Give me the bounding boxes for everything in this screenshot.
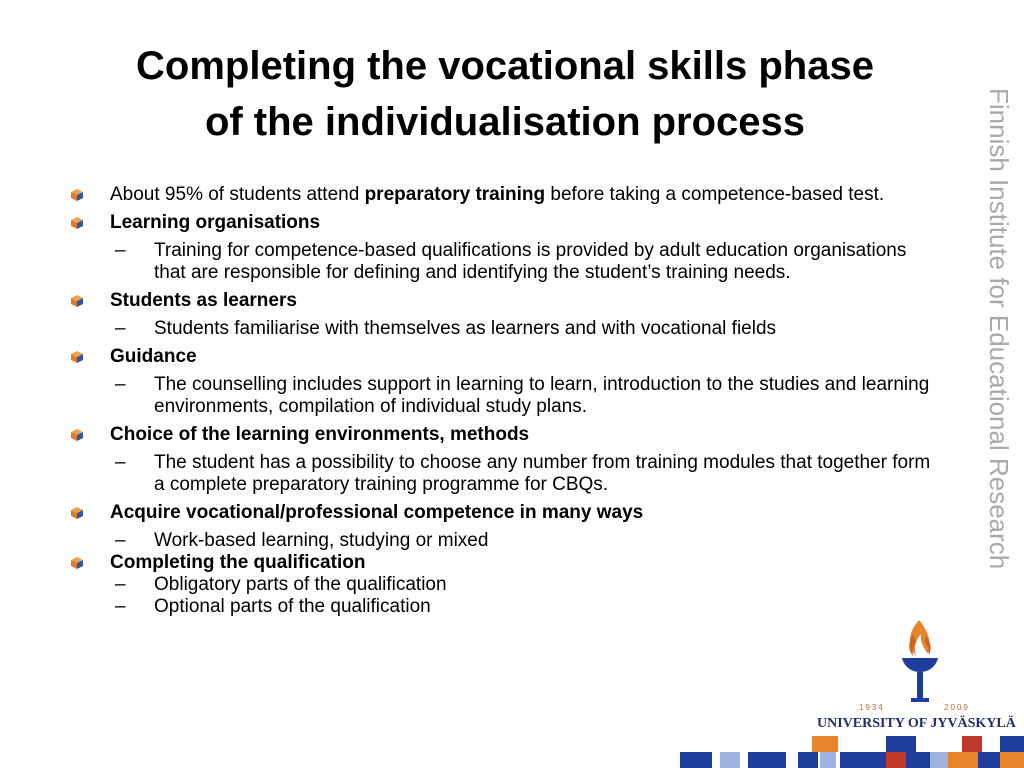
list-item: [70, 212, 940, 284]
list-item: [70, 346, 940, 418]
color-block: [948, 752, 978, 768]
bullet-point: [70, 346, 940, 368]
bullet-list: [70, 184, 940, 618]
sub-bullet: [70, 318, 940, 340]
color-block: [930, 752, 948, 768]
torch-icon: [812, 612, 1024, 707]
sub-bullet: [70, 574, 940, 596]
bullet-point: [70, 290, 940, 312]
sub-bullet-text: Optional parts of the qualification: [154, 596, 431, 617]
institute-sidebar-text: Finnish Institute for Educational Research: [984, 88, 1014, 570]
sub-bullet-text: Obligatory parts of the qualification: [154, 574, 447, 595]
color-block: [906, 752, 930, 768]
dash-marker: –: [115, 318, 126, 339]
color-block: [886, 736, 916, 752]
bullet-text-bold: Completing the qualification: [110, 552, 366, 573]
color-block: [1000, 736, 1024, 752]
list-item: [70, 424, 940, 496]
bullet-point: [70, 424, 940, 446]
year-end: 2009: [944, 703, 970, 712]
sub-bullet-text: Students familiarise with themselves as learners and with vocational fields: [154, 318, 777, 339]
color-block: [680, 752, 712, 768]
list-item: [70, 184, 940, 206]
bullet-text-prefix: About 95% of students attend: [110, 184, 365, 205]
university-logo: [812, 612, 1024, 737]
slide-title: [40, 38, 970, 150]
dash-marker: –: [115, 530, 126, 551]
bullet-text: [110, 184, 884, 205]
cube-bullet-icon: [70, 506, 84, 520]
cube-bullet-icon: [70, 428, 84, 442]
dash-marker: –: [115, 574, 126, 595]
sub-bullet: [70, 530, 940, 552]
cube-bullet-icon: [70, 294, 84, 308]
bullet-text: [110, 502, 643, 523]
title-line-1: Completing the vocational skills phase: [136, 44, 874, 88]
color-block: [812, 736, 838, 752]
cube-bullet-icon: [70, 350, 84, 364]
color-block: [886, 752, 906, 768]
bullet-text: [110, 290, 297, 311]
bullet-text: [110, 346, 197, 367]
bullet-point: [70, 184, 940, 206]
color-block: [1000, 752, 1024, 768]
dash-marker: –: [115, 452, 126, 473]
color-block: [720, 752, 740, 768]
bullet-text-bold: Choice of the learning environments, methods: [110, 424, 530, 445]
sub-bullet-text: The student has a possibility to choose any number from training modules that together form a complete preparatory training programme for CBQs.: [154, 452, 931, 495]
bullet-point: [70, 552, 940, 574]
bullet-point: [70, 502, 940, 524]
bullet-text: [110, 552, 365, 573]
dash-marker: –: [115, 596, 126, 617]
color-block: [798, 752, 818, 768]
bullet-text-bold: Guidance: [110, 346, 197, 367]
bullet-point: [70, 212, 940, 234]
bullet-text-bold: preparatory training: [364, 184, 546, 205]
bullet-text-bold: Students as learners: [110, 290, 297, 311]
list-item: [70, 290, 940, 340]
bullet-text-bold: Acquire vocational/professional competence in many ways: [110, 502, 644, 523]
sub-bullet-text: Work-based learning, studying or mixed: [154, 530, 489, 551]
sub-bullet-text: The counselling includes support in learning to learn, introduction to the studies and learning environments, compilation of individual study plans.: [154, 374, 930, 417]
sub-bullet: [70, 240, 940, 284]
bullet-text-suffix: before taking a competence-based test.: [545, 184, 885, 205]
bullet-text: [110, 424, 529, 445]
cube-bullet-icon: [70, 188, 84, 202]
color-block: [978, 752, 1000, 768]
cube-bullet-icon: [70, 216, 84, 230]
decorative-color-blocks: [680, 736, 1024, 768]
title-line-2: of the individualisation process: [204, 100, 806, 144]
sub-bullet-text: Training for competence-based qualifications is provided by adult education organisations that are responsible for defining and identifying the student’s training needs.: [154, 240, 907, 283]
sub-bullet: [70, 596, 940, 618]
university-name: UNIVERSITY OF JYVÄSKYLÄ: [817, 716, 1016, 731]
color-block: [962, 736, 982, 752]
bullet-text: [110, 212, 320, 233]
color-block: [748, 752, 786, 768]
dash-marker: –: [115, 374, 126, 395]
year-start: 1934: [859, 703, 885, 712]
color-block: [840, 752, 886, 768]
list-item: [70, 552, 940, 618]
sub-bullet: [70, 374, 940, 418]
bullet-text-bold: Learning organisations: [110, 212, 321, 233]
cube-bullet-icon: [70, 556, 84, 570]
list-item: [70, 502, 940, 552]
color-block: [820, 752, 836, 768]
sub-bullet: [70, 452, 940, 496]
dash-marker: –: [115, 240, 126, 261]
